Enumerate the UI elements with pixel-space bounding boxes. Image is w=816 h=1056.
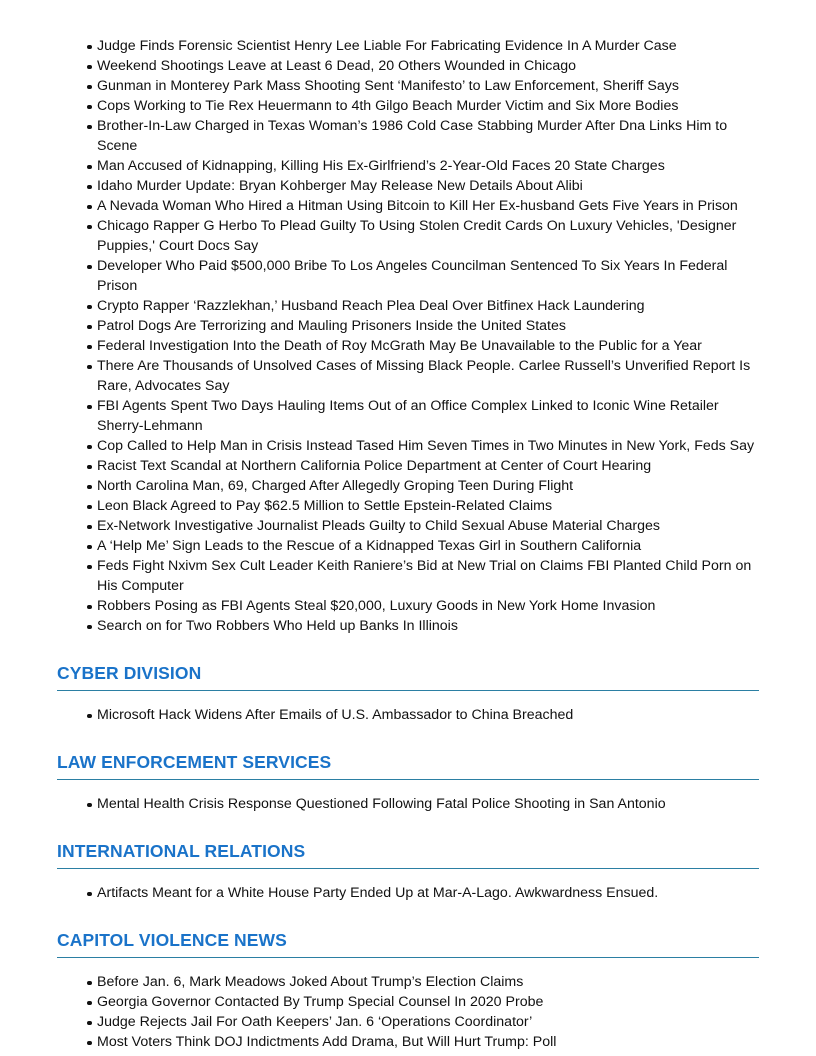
- cyber-news-list: [57, 705, 759, 725]
- news-item[interactable]: Developer Who Paid $500,000 Bribe To Los Angeles Councilman Sentenced To Six Years In Federal Prison: [97, 256, 759, 296]
- news-item[interactable]: Artifacts Meant for a White House Party Ended Up at Mar-A-Lago. Awkwardness Ensued.: [97, 883, 759, 903]
- section-law-enforcement-services: [57, 751, 759, 814]
- international-news-list: [57, 883, 759, 903]
- law-enforcement-news-list: [57, 794, 759, 814]
- news-item[interactable]: Brother-In-Law Charged in Texas Woman’s 1986 Cold Case Stabbing Murder After Dna Links Him to Scene: [97, 116, 759, 156]
- news-item[interactable]: Gunman in Monterey Park Mass Shooting Sent ‘Manifesto’ to Law Enforcement, Sheriff Says: [97, 76, 759, 96]
- news-item[interactable]: Judge Rejects Jail For Oath Keepers’ Jan. 6 ‘Operations Coordinator’: [97, 1012, 759, 1032]
- section-heading: LAW ENFORCEMENT SERVICES: [57, 751, 759, 780]
- section-heading: CYBER DIVISION: [57, 662, 759, 691]
- news-item[interactable]: A Nevada Woman Who Hired a Hitman Using Bitcoin to Kill Her Ex-husband Gets Five Years in Prison: [97, 196, 759, 216]
- news-item[interactable]: Idaho Murder Update: Bryan Kohberger May Release New Details About Alibi: [97, 176, 759, 196]
- news-item[interactable]: There Are Thousands of Unsolved Cases of Missing Black People. Carlee Russell’s Unverified Report Is Rare, Advocates Say: [97, 356, 759, 396]
- news-item[interactable]: Mental Health Crisis Response Questioned Following Fatal Police Shooting in San Antonio: [97, 794, 759, 814]
- news-item[interactable]: Crypto Rapper ‘Razzlekhan,’ Husband Reach Plea Deal Over Bitfinex Hack Laundering: [97, 296, 759, 316]
- news-item[interactable]: Feds Fight Nxivm Sex Cult Leader Keith Raniere’s Bid at New Trial on Claims FBI Planted Child Porn on His Computer: [97, 556, 759, 596]
- news-item[interactable]: Man Accused of Kidnapping, Killing His Ex-Girlfriend’s 2-Year-Old Faces 20 State Charges: [97, 156, 759, 176]
- crime-news-list: [57, 36, 759, 636]
- section-cyber-division: [57, 662, 759, 725]
- news-item[interactable]: Ex-Network Investigative Journalist Pleads Guilty to Child Sexual Abuse Material Charges: [97, 516, 759, 536]
- news-item[interactable]: Cops Working to Tie Rex Heuermann to 4th Gilgo Beach Murder Victim and Six More Bodies: [97, 96, 759, 116]
- news-item[interactable]: Racist Text Scandal at Northern California Police Department at Center of Court Hearing: [97, 456, 759, 476]
- section-heading: CAPITOL VIOLENCE NEWS: [57, 929, 759, 958]
- news-item[interactable]: Weekend Shootings Leave at Least 6 Dead, 20 Others Wounded in Chicago: [97, 56, 759, 76]
- news-item[interactable]: Georgia Governor Contacted By Trump Special Counsel In 2020 Probe: [97, 992, 759, 1012]
- section-international-relations: [57, 840, 759, 903]
- news-item[interactable]: Federal Investigation Into the Death of Roy McGrath May Be Unavailable to the Public for a Year: [97, 336, 759, 356]
- news-item[interactable]: Cop Called to Help Man in Crisis Instead Tased Him Seven Times in Two Minutes in New York, Feds Say: [97, 436, 759, 456]
- capitol-violence-news-list: [57, 972, 759, 1052]
- news-item[interactable]: Robbers Posing as FBI Agents Steal $20,000, Luxury Goods in New York Home Invasion: [97, 596, 759, 616]
- section-heading: INTERNATIONAL RELATIONS: [57, 840, 759, 869]
- news-item[interactable]: Chicago Rapper G Herbo To Plead Guilty To Using Stolen Credit Cards On Luxury Vehicles, 'Designer Puppies,' Court Docs Say: [97, 216, 759, 256]
- news-item[interactable]: Patrol Dogs Are Terrorizing and Mauling Prisoners Inside the United States: [97, 316, 759, 336]
- news-item[interactable]: Most Voters Think DOJ Indictments Add Drama, But Will Hurt Trump: Poll: [97, 1032, 759, 1052]
- section-capitol-violence-news: [57, 929, 759, 1052]
- news-item[interactable]: Judge Finds Forensic Scientist Henry Lee Liable For Fabricating Evidence In A Murder Case: [97, 36, 759, 56]
- news-item[interactable]: Leon Black Agreed to Pay $62.5 Million to Settle Epstein-Related Claims: [97, 496, 759, 516]
- news-item[interactable]: FBI Agents Spent Two Days Hauling Items Out of an Office Complex Linked to Iconic Wine Retailer Sherry-Lehmann: [97, 396, 759, 436]
- news-item[interactable]: A ‘Help Me’ Sign Leads to the Rescue of a Kidnapped Texas Girl in Southern California: [97, 536, 759, 556]
- news-item[interactable]: Search on for Two Robbers Who Held up Banks In Illinois: [97, 616, 759, 636]
- news-item[interactable]: Microsoft Hack Widens After Emails of U.S. Ambassador to China Breached: [97, 705, 759, 725]
- news-item[interactable]: North Carolina Man, 69, Charged After Allegedly Groping Teen During Flight: [97, 476, 759, 496]
- news-item[interactable]: Before Jan. 6, Mark Meadows Joked About Trump’s Election Claims: [97, 972, 759, 992]
